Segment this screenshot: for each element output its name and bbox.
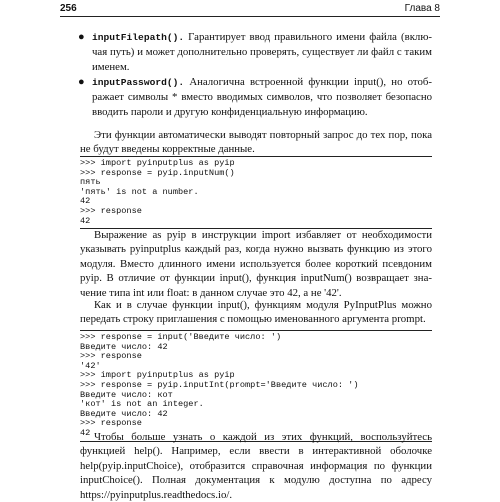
code-line: >>> response [80, 351, 142, 362]
code-line: пять [80, 177, 101, 188]
code-line: Введите число: кот [80, 389, 173, 400]
code-line: >>> response = input('Введите число: ') [80, 332, 282, 342]
code-line: >>> response [80, 205, 142, 216]
code-line: >>> response [80, 418, 142, 429]
code-line: >>> response = pyip.inputNum() [80, 167, 235, 178]
code-line: >>> response = pyip.inputInt(prompt='Введите число: ') [80, 379, 359, 390]
bullet-dot-icon: ● [78, 76, 85, 88]
paragraph-help-docs: Чтобы больше узнать о каждой из этих функций, воспользуйтесь функцией help(). Например, если ввести в интерактивной оболочке help(pyip.inputChoice), отобразится справочная информация по функции inputChoice(). Полная документация к модулю доступна по адресу https://pyinputplus.readthedocs.io/. [80, 431, 432, 501]
bullet-term: inputPassword(). [92, 77, 185, 88]
code-line: 42 [80, 215, 91, 226]
code-line: Введите число: 42 [80, 408, 168, 419]
code-line: 42 [80, 196, 91, 207]
bullet-dot-icon: ● [78, 31, 85, 43]
paragraph-prompt-argument: Как и в случае функции input(), функциям модуля PyInputPlus можно передать строку приглашения с помощью именованного аргумента prompt. [80, 299, 432, 326]
bullet-item-inputpassword [78, 75, 432, 119]
bullet-term: inputFilepath(). [92, 32, 185, 43]
paragraph-alias-explanation: Выражение as pyip в инструкции import избавляет от необходимости указывать pyinputplus каждый раз, когда нужно вызвать функцию из этого модуля. Вместо длинного имени используется более короткий псевдоним pyip. В отличие от функции input(), функция inputNum() возвращает значение типа int или float: в данном случае это 42, а не '42'. [80, 229, 432, 299]
running-header [60, 0, 440, 17]
chapter-title: Глава 8 [404, 3, 440, 14]
code-line: 'пять' is not a number. [80, 186, 199, 197]
code-line: >>> import pyinputplus as pyip [80, 370, 235, 381]
code-line: >>> import pyinputplus as pyip [80, 158, 235, 168]
paragraph-auto-reprompt: Эти функции автоматически выводят повторный запрос до тех пор, пока не будут введены корректные данные. [80, 129, 432, 156]
code-line: Введите число: 42 [80, 341, 168, 352]
code-listing-2 [80, 330, 432, 442]
code-line: 42 [80, 427, 91, 438]
bullet-text: Аналогична встроенной функции input(), но отображает символы * вместо вводимых символов, что позволяет безопасно вводить пароли и другую конфиденциальную информацию. [92, 76, 432, 118]
code-listing-1 [80, 156, 432, 229]
page-number: 256 [60, 3, 77, 14]
bullet-text: Гарантирует ввод правильного имени файла (включая путь) и может дополнительно проверять, существует ли файл с таким именем. [92, 31, 432, 73]
code-line: '42' [80, 360, 101, 371]
bullet-item-inputfilepath [78, 30, 432, 74]
code-line: 'кот' is not an integer. [80, 399, 204, 410]
